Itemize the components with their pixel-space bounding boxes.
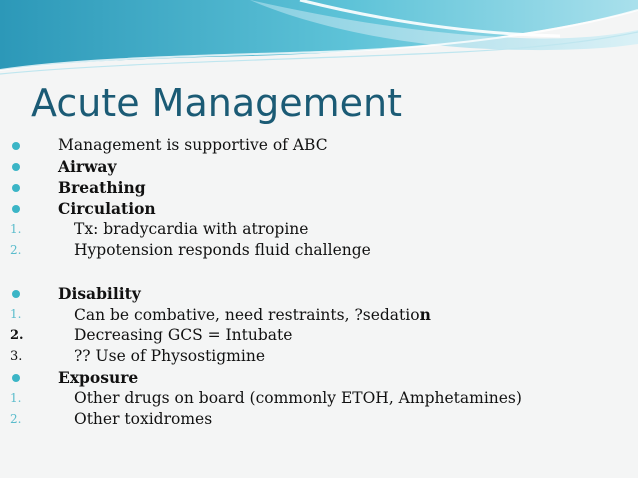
- list-item-text: Circulation: [58, 199, 156, 218]
- list-number: 3.: [10, 349, 23, 364]
- list-item-text-main: Can be combative, need restraints, ?sedatio: [74, 306, 420, 324]
- bullet-icon: [12, 374, 20, 382]
- list-item-text: Decreasing GCS = Intubate: [74, 326, 293, 344]
- list-item-text: Tx: bradycardia with atropine: [74, 220, 309, 238]
- list-item-text: Breathing: [58, 178, 146, 197]
- list-number: 2.: [10, 328, 24, 343]
- list-item-text: Disability: [58, 284, 141, 303]
- list-number: 2.: [10, 412, 22, 426]
- slide-title: Acute Management: [31, 81, 402, 125]
- bullet-icon: [12, 142, 20, 150]
- list-item-text: [74, 304, 431, 326]
- list-number: 1.: [10, 222, 22, 236]
- list-number: 2.: [10, 243, 22, 257]
- bullet-icon: [12, 205, 20, 213]
- list-number: 1.: [10, 391, 22, 405]
- bullet-icon: [12, 290, 20, 298]
- header-wave-decoration: [0, 0, 638, 80]
- list-item-text: Other toxidromes: [74, 410, 213, 428]
- list-number: 1.: [10, 307, 22, 321]
- list-item-text: Other drugs on board (commonly ETOH, Amphetamines): [74, 389, 522, 407]
- bullet-icon: [12, 163, 20, 171]
- list-item-text-tail: n: [419, 305, 431, 324]
- list-item-text: Exposure: [58, 368, 139, 387]
- list-item-text: Management is supportive of ABC: [58, 136, 328, 154]
- bullet-icon: [12, 184, 20, 192]
- list-item-text: Hypotension responds fluid challenge: [74, 241, 371, 259]
- list-item-text: Airway: [58, 157, 117, 176]
- list-item-text: ?? Use of Physostigmine: [74, 347, 265, 365]
